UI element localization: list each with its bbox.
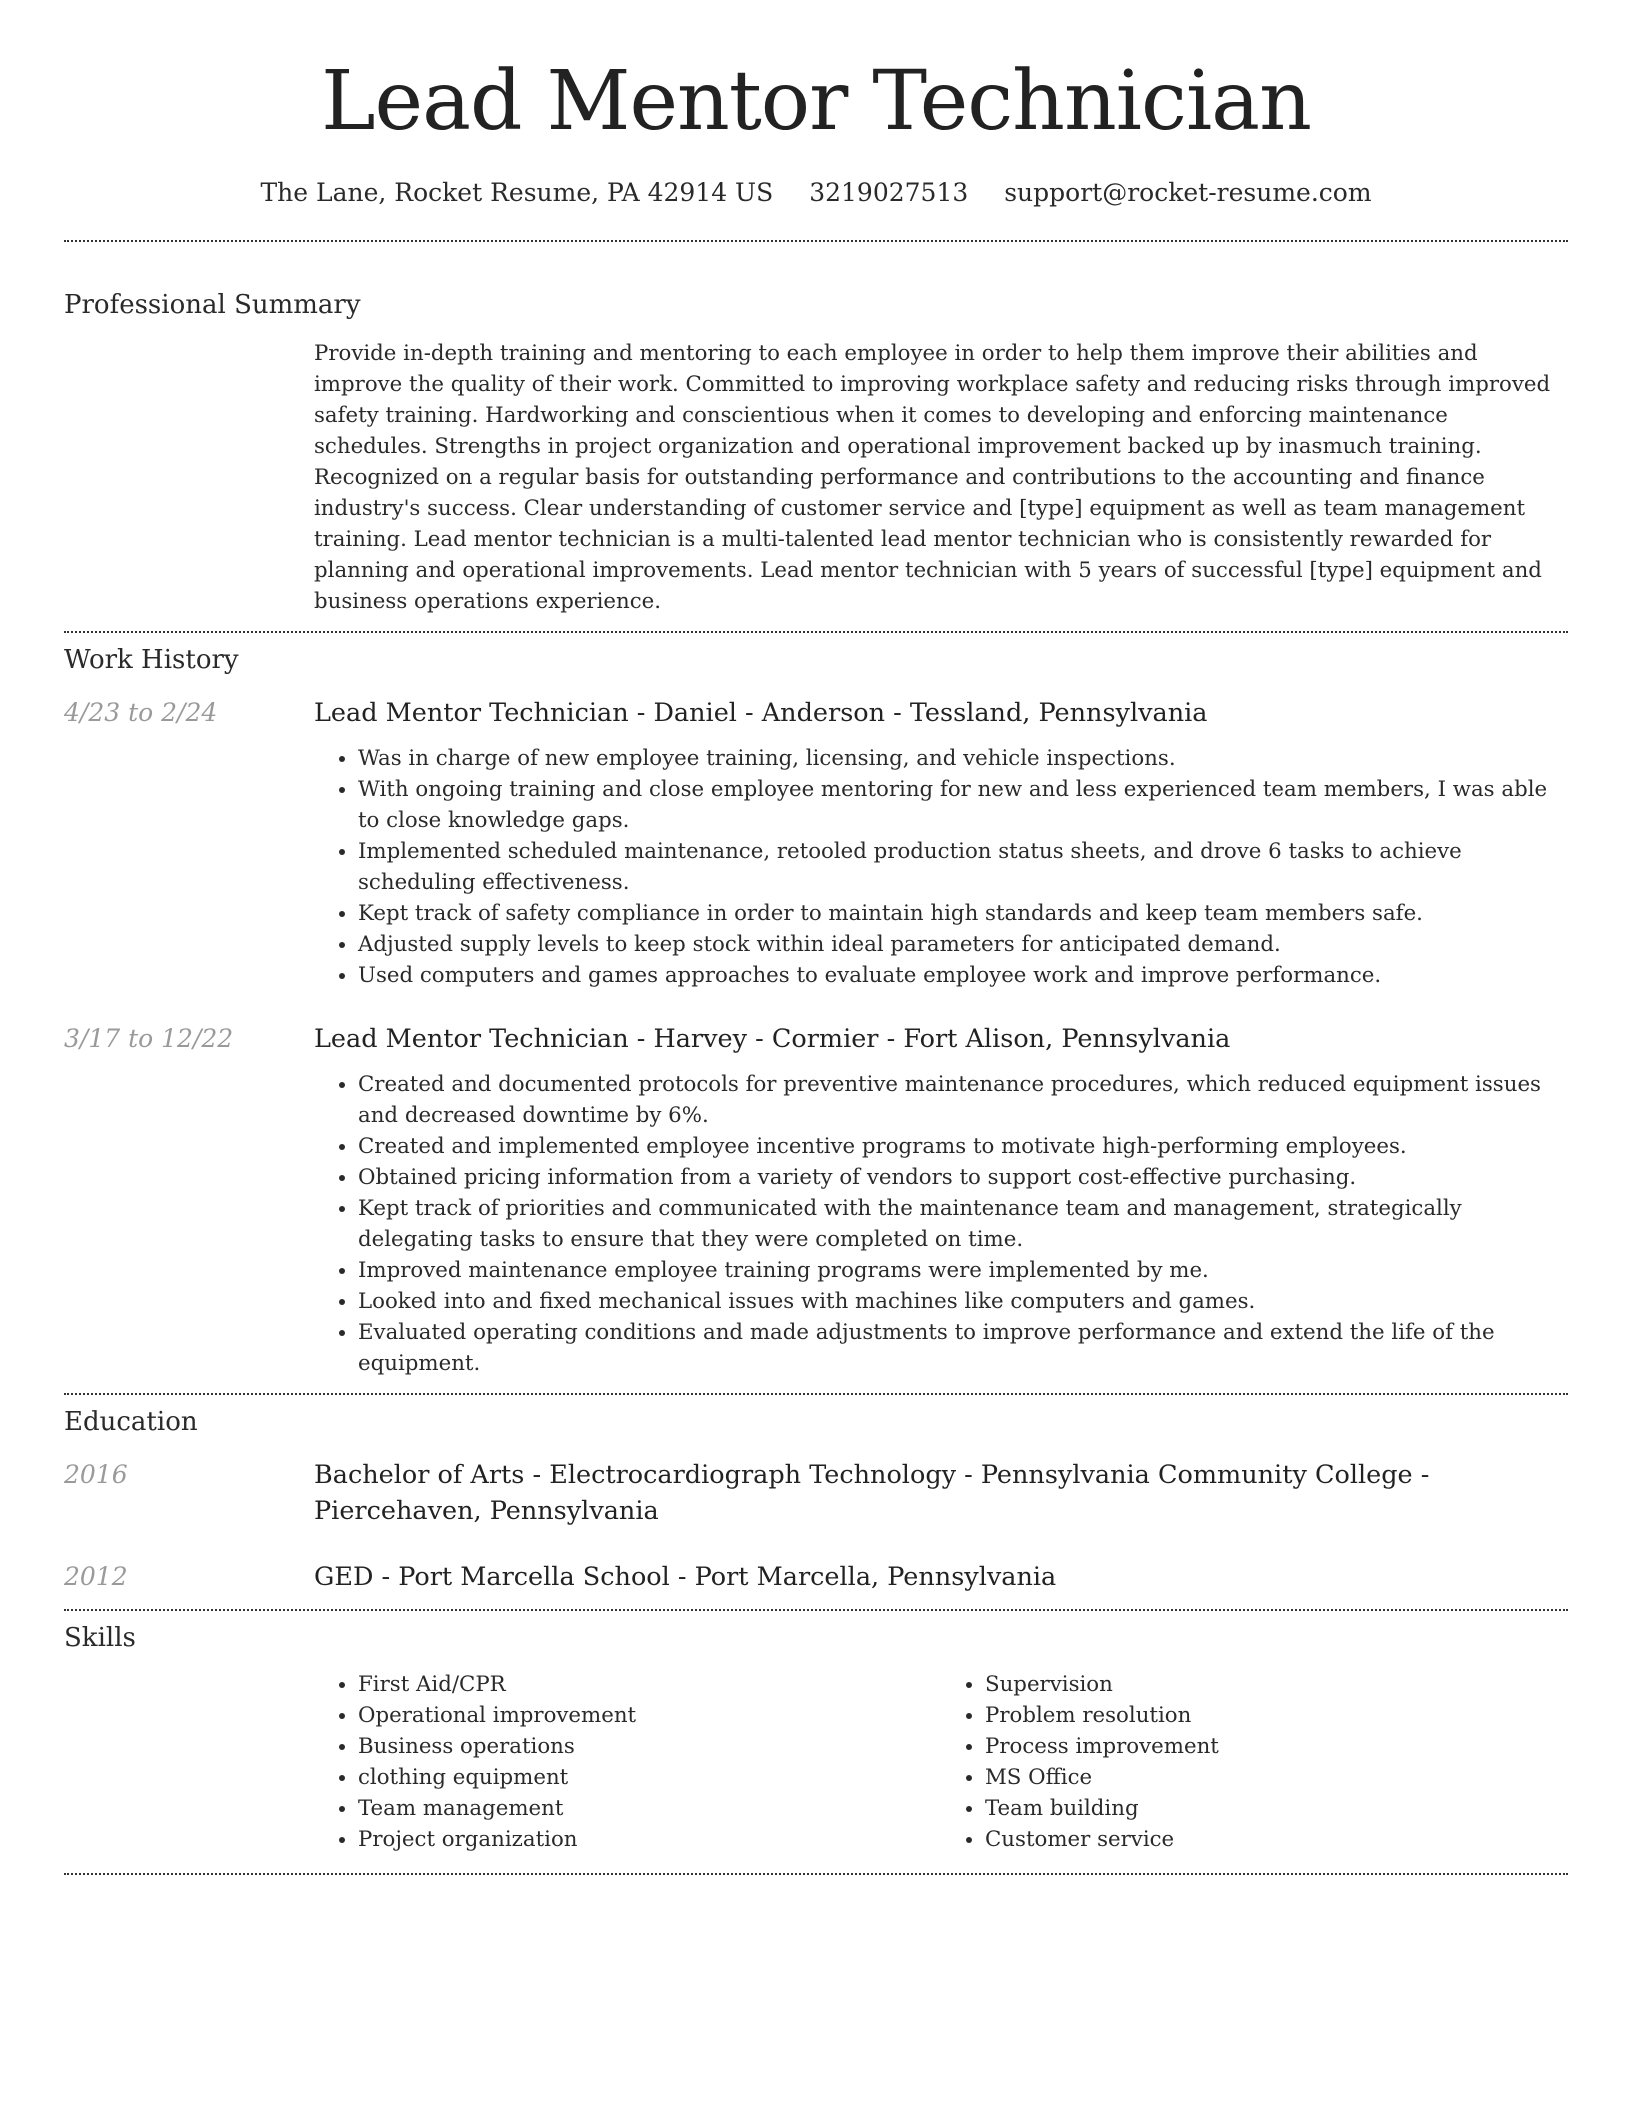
list-item: • MS Office: [985, 1762, 1568, 1793]
summary-section: [64, 242, 1568, 617]
job-entry: [64, 1021, 1568, 1379]
education-year: 2012: [64, 1562, 128, 1591]
skills-spacer: [64, 1669, 314, 1855]
job-dates: 3/17 to 12/22: [64, 1024, 234, 1053]
contact-address: The Lane, Rocket Resume, PA 42914 US: [260, 178, 774, 207]
list-item: • Supervision: [985, 1669, 1568, 1700]
section-title-skills: Skills: [64, 1623, 136, 1653]
list-item: • Customer service: [985, 1824, 1568, 1855]
list-item: • Created and implemented employee incentive programs to motivate high-performing employees.: [358, 1131, 1568, 1162]
resume-header: [64, 0, 1568, 210]
list-item: • Was in charge of new employee training, licensing, and vehicle inspections.: [358, 743, 1568, 774]
job-bullets: [314, 1069, 1568, 1379]
list-item: • Business operations: [358, 1731, 941, 1762]
list-item: • Used computers and games approaches to evaluate employee work and improve performance.: [358, 960, 1568, 991]
list-item: • First Aid/CPR: [358, 1669, 941, 1700]
education-section: [64, 1395, 1568, 1595]
list-item: • Kept track of safety compliance in order to maintain high standards and keep team members safe.: [358, 898, 1568, 929]
education-year: 2016: [64, 1460, 128, 1489]
candidate-name: Lead Mentor Technician: [321, 54, 1311, 149]
contact-email: support@rocket-resume.com: [1004, 178, 1372, 207]
job-heading: Lead Mentor Technician - Daniel - Anderson - Tessland, Pennsylvania: [314, 698, 1208, 728]
list-item: • Looked into and fixed mechanical issues with machines like computers and games.: [358, 1286, 1568, 1317]
skills-list-right: [941, 1669, 1568, 1855]
list-item: • Team building: [985, 1793, 1568, 1824]
education-text: Bachelor of Arts - Electrocardiograph Technology - Pennsylvania Community College - Piercehaven, Pennsylvania: [314, 1460, 1430, 1526]
summary-text: Provide in-depth training and mentoring to each employee in order to help them improve their abilities and improve the quality of their work. Committed to improving workplace safety and reducing risks through improved safety training. Hardworking and conscientious when it comes to developing and enforcing maintenance schedules. Strengths in project organization and operational improvement backed up by inasmuch training. Recognized on a regular basis for outstanding performance and contributions to the accounting and finance industry's success. Clear understanding of customer service and [type] equipment as well as team management training. Lead mentor technician is a multi-talented lead mentor technician who is consistently rewarded for planning and operational improvements. Lead mentor technician with 5 years of successful [type] equipment and business operations experience.: [314, 341, 1551, 614]
section-title-summary: Professional Summary: [64, 290, 361, 320]
list-item: • Obtained pricing information from a variety of vendors to support cost-effective purchasing.: [358, 1162, 1568, 1193]
list-item: • Kept track of priorities and communicated with the maintenance team and management, strategically delegating tasks to ensure that they were completed on time.: [358, 1193, 1568, 1255]
list-item: • Adjusted supply levels to keep stock within ideal parameters for anticipated demand.: [358, 929, 1568, 960]
education-text: GED - Port Marcella School - Port Marcella, Pennsylvania: [314, 1562, 1057, 1592]
list-item: • Project organization: [358, 1824, 941, 1855]
divider: [64, 1873, 1568, 1875]
education-entry: [64, 1559, 1568, 1595]
list-item: • Problem resolution: [985, 1700, 1568, 1731]
job-entry: [64, 695, 1568, 991]
job-bullets: [314, 743, 1568, 991]
list-item: • Improved maintenance employee training programs were implemented by me.: [358, 1255, 1568, 1286]
list-item: • Created and documented protocols for preventive maintenance procedures, which reduced equipment issues and decreased downtime by 6%.: [358, 1069, 1568, 1131]
list-item: • With ongoing training and close employee mentoring for new and less experienced team members, I was able to close knowledge gaps.: [358, 774, 1568, 836]
contact-line: [64, 176, 1568, 210]
work-history-section: [64, 633, 1568, 1379]
list-item: • Operational improvement: [358, 1700, 941, 1731]
section-title-work: Work History: [64, 645, 239, 675]
job-heading: Lead Mentor Technician - Harvey - Cormier - Fort Alison, Pennsylvania: [314, 1024, 1231, 1054]
section-title-education: Education: [64, 1407, 198, 1437]
list-item: • Process improvement: [985, 1731, 1568, 1762]
job-dates: 4/23 to 2/24: [64, 698, 218, 727]
education-entry: [64, 1457, 1568, 1529]
summary-spacer: [64, 338, 314, 617]
skills-list-left: [314, 1669, 941, 1855]
skills-section: [64, 1611, 1568, 1855]
list-item: • Team management: [358, 1793, 941, 1824]
contact-phone: 3219027513: [809, 178, 969, 207]
list-item: • clothing equipment: [358, 1762, 941, 1793]
list-item: • Evaluated operating conditions and made adjustments to improve performance and extend the life of the equipment.: [358, 1317, 1568, 1379]
list-item: • Implemented scheduled maintenance, retooled production status sheets, and drove 6 tasks to achieve scheduling effectiveness.: [358, 836, 1568, 898]
